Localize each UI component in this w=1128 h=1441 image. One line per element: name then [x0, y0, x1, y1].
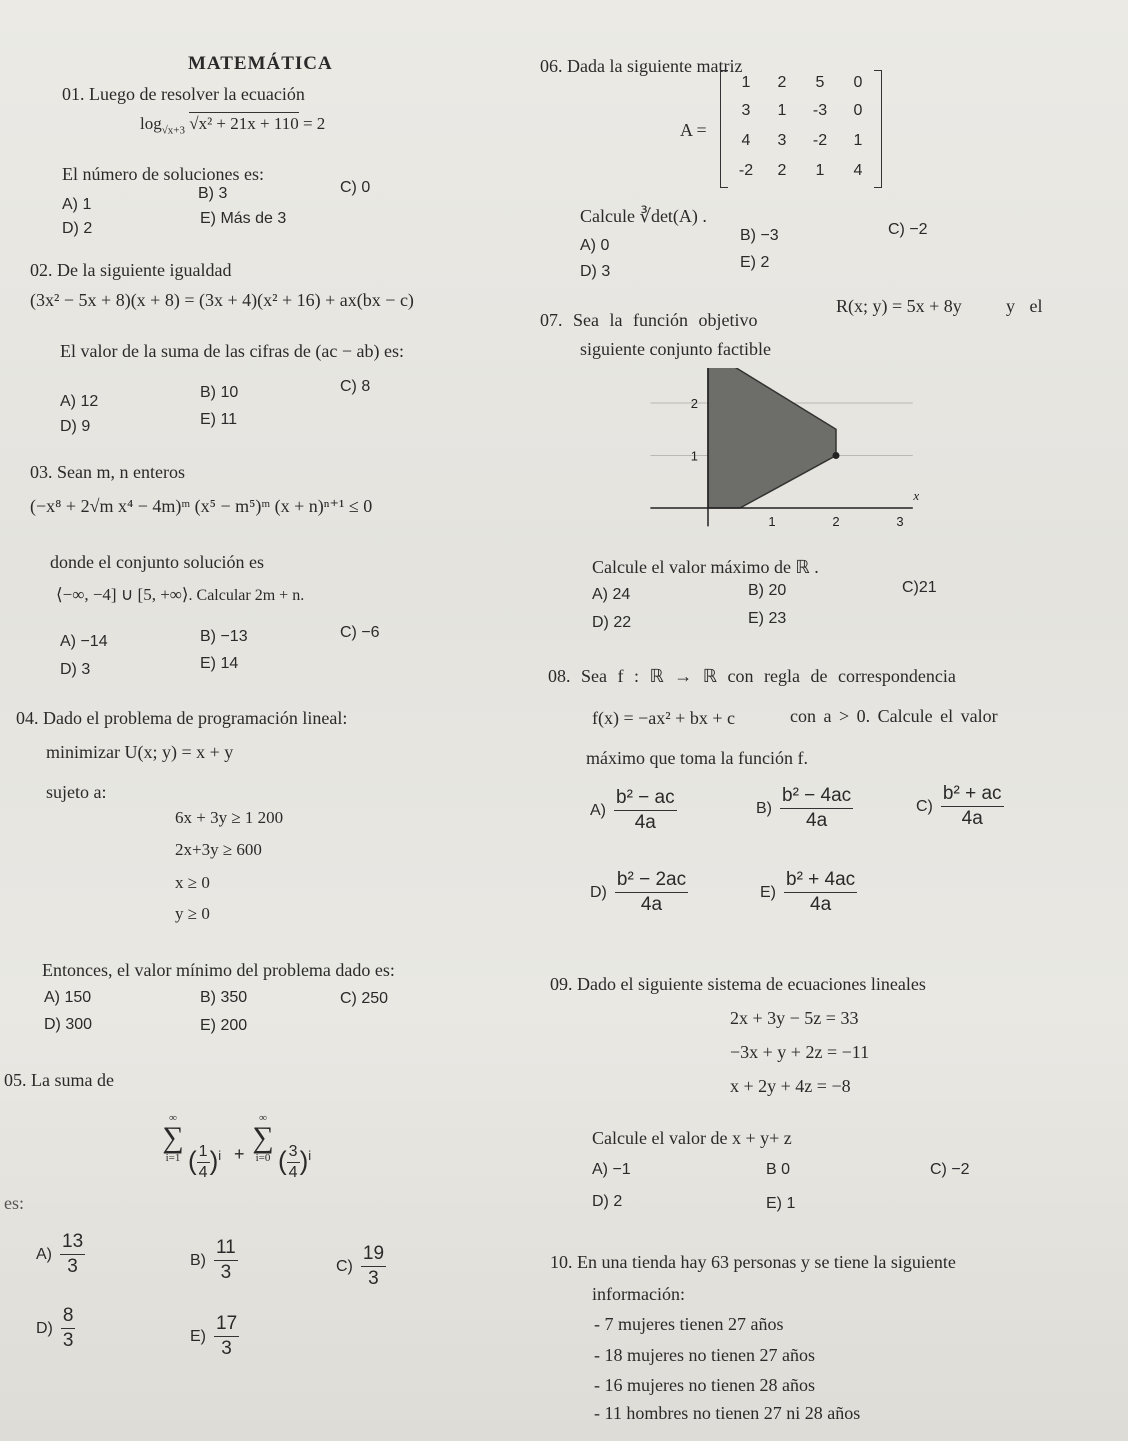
feasible-region: [708, 368, 836, 508]
q03-option-d[interactable]: D) 3: [60, 661, 91, 678]
q01-option-b[interactable]: B) 3: [198, 185, 228, 202]
q05-option-a-label: A): [36, 1245, 52, 1263]
q10-line2: información:: [592, 1284, 685, 1304]
q07-option-d[interactable]: D) 22: [592, 614, 632, 631]
q08-option-e-label: E): [760, 883, 776, 901]
matrix-cell: -3: [812, 102, 828, 119]
x-tick-label: 2: [832, 514, 840, 529]
q05-prompt: es:: [4, 1193, 24, 1213]
q07-option-e[interactable]: E) 23: [748, 610, 787, 627]
q01-option-a[interactable]: A) 1: [62, 196, 92, 213]
q05-option-b[interactable]: [190, 1236, 238, 1285]
q07-tail: y el: [1006, 296, 1043, 316]
q05-option-d-num: 8: [61, 1304, 76, 1329]
q08-rule: f(x) = −ax² + bx + c: [592, 708, 735, 728]
x-tick-label: 1: [768, 514, 776, 529]
q08-option-a-label: A): [590, 801, 606, 819]
matrix-cell: -2: [738, 162, 754, 179]
q01-log-base: √x+3: [161, 124, 185, 137]
x-tick-label: 3: [896, 514, 904, 529]
q09-equation-3: x + 2y + 4z = −8: [730, 1076, 851, 1096]
q06-matrix-name: A =: [680, 120, 707, 140]
q02-equation: (3x² − 5x + 8)(x + 8) = (3x + 4)(x² + 16) + ax(bx − c): [30, 290, 414, 310]
q08-option-d[interactable]: [590, 868, 688, 917]
q08-option-e-num: b² + 4ac: [784, 868, 857, 893]
q05-term2-den: 4: [288, 1164, 298, 1182]
q07-objective: R(x; y) = 5x + 8y: [836, 296, 962, 316]
q09-option-e[interactable]: E) 1: [766, 1195, 796, 1212]
q08-option-c-label: C): [916, 797, 933, 815]
q03-inequality: (−x⁸ + 2√m x⁴ − 4m)ᵐ (x⁵ − m⁵)ᵐ (x + n)ⁿ⁺¹ ≤ 0: [30, 496, 373, 516]
q05-option-d-den: 3: [62, 1330, 74, 1351]
q05-option-c-num: 19: [361, 1242, 386, 1267]
q08-option-b-label: B): [756, 799, 772, 817]
q04-option-a[interactable]: A) 150: [44, 989, 92, 1006]
q05-option-b-den: 3: [220, 1262, 232, 1283]
q10-label: 10. En una tienda hay 63 personas y se tiene la siguiente: [550, 1252, 956, 1272]
q05-option-e-num: 17: [214, 1312, 239, 1337]
q05-term1-num: 1: [197, 1142, 210, 1163]
feasible-region-chart: [640, 368, 940, 538]
q05-term-2: ( $\frac{3}{4}$ )$^i$: [278, 1143, 312, 1182]
q05-term2-num: 3: [287, 1142, 300, 1163]
q10-item: - 11 hombres no tienen 27 ni 28 años: [594, 1403, 861, 1423]
q07-prompt: Calcule el valor máximo de ℝ .: [592, 557, 819, 577]
matrix-cell: 1: [741, 74, 751, 91]
q10-item: - 7 mujeres tienen 27 años: [594, 1314, 784, 1334]
matrix-cell: 5: [815, 74, 825, 91]
q04-objective: minimizar U(x; y) = x + y: [46, 742, 234, 762]
q08-option-c[interactable]: [916, 782, 1004, 831]
q06-option-c[interactable]: C) −2: [888, 221, 928, 238]
q06-matrix: [720, 70, 882, 188]
q05-option-e-den: 3: [221, 1338, 232, 1359]
vertex-point: [833, 452, 840, 459]
matrix-cell: 0: [853, 102, 863, 119]
q07-label: 07. Sea la función objetivo: [540, 310, 758, 330]
matrix-cell: 2: [777, 74, 787, 91]
q08-option-a-den: 4a: [634, 812, 656, 833]
q06-prompt: Calcule ∛det(A) .: [580, 206, 707, 226]
q05-option-e[interactable]: [190, 1312, 239, 1361]
q05-option-b-label: B): [190, 1251, 206, 1269]
q09-equation-1: 2x + 3y − 5z = 33: [730, 1008, 859, 1028]
q01-prompt: El número de soluciones es:: [62, 164, 264, 184]
q04-constraint-1: 6x + 3y ≥ 1 200: [175, 808, 284, 827]
q09-option-a[interactable]: A) −1: [592, 1161, 631, 1178]
x-axis-label: x: [913, 488, 920, 503]
q05-sum2-upper: ∞: [259, 1112, 267, 1124]
q04-constraint-2: 2x+3y ≥ 600: [175, 840, 262, 859]
q08-option-c-den: 4a: [961, 808, 983, 829]
q08-condition: con a > 0. Calcule el valor: [790, 706, 998, 726]
q08-option-e[interactable]: [760, 868, 857, 917]
q03-option-a[interactable]: A) −14: [60, 633, 108, 650]
q06-label: 06. Dada la siguiente matriz: [540, 56, 743, 76]
q09-prompt: Calcule el valor de x + y+ z: [592, 1128, 792, 1148]
q07-option-a[interactable]: A) 24: [592, 586, 631, 603]
q10-item: - 16 mujeres no tienen 28 años: [594, 1375, 815, 1395]
y-tick-label: 2: [690, 396, 698, 412]
q08-option-d-label: D): [590, 883, 607, 901]
q05-label: 05. La suma de: [4, 1070, 114, 1090]
q04-label: 04. Dado el problema de programación lineal:: [16, 708, 348, 728]
q05-option-b-num: 11: [214, 1236, 238, 1261]
q09-label: 09. Dado el siguiente sistema de ecuaciones lineales: [550, 974, 926, 994]
matrix-cell: 3: [777, 132, 787, 149]
q02-option-c[interactable]: C) 8: [340, 378, 371, 395]
q05-sum1-upper: ∞: [169, 1112, 177, 1124]
q02-option-a[interactable]: A) 12: [60, 393, 99, 410]
q01-rhs: = 2: [302, 114, 326, 133]
q04-subject: sujeto a:: [46, 782, 107, 802]
q02-option-e[interactable]: E) 11: [200, 411, 238, 428]
q08-option-a-num: b² − ac: [614, 786, 677, 811]
q01-label: 01. Luego de resolver la ecuación: [62, 84, 305, 104]
q02-prompt: El valor de la suma de las cifras de (ac − ab) es:: [60, 341, 405, 361]
q05-option-a-num: 13: [60, 1230, 85, 1255]
q02-option-b[interactable]: B) 10: [200, 384, 239, 401]
matrix-cell: 3: [741, 102, 751, 119]
q08-option-d-num: b² − 2ac: [615, 868, 688, 893]
q03-option-c[interactable]: C) −6: [340, 624, 380, 641]
q04-option-e[interactable]: E) 200: [200, 1017, 248, 1034]
q01-equation: [140, 114, 325, 140]
q01-log: log: [140, 114, 162, 133]
q06-option-b[interactable]: B) −3: [740, 227, 779, 244]
q05-option-a-den: 3: [67, 1256, 78, 1277]
q05-term-1: ( $\frac{1}{4}$ )$^i$: [188, 1143, 222, 1182]
y-tick-label: 1: [690, 448, 698, 464]
q10-item: - 18 mujeres no tienen 27 años: [594, 1345, 815, 1365]
matrix-cell: -2: [812, 132, 828, 149]
q05-sum-2: ∞ ∑ i=0: [248, 1112, 278, 1164]
q05-sum2-lower: i=0: [255, 1152, 271, 1164]
q03-option-b[interactable]: B) −13: [200, 628, 248, 645]
q05-term1-den: 4: [198, 1164, 208, 1182]
q04-option-b[interactable]: B) 350: [200, 989, 248, 1006]
matrix-cell: 4: [741, 132, 751, 149]
q02-option-d[interactable]: D) 9: [60, 418, 91, 435]
q01-option-d[interactable]: D) 2: [62, 220, 93, 237]
q03-calc-prompt: . Calcular 2m + n.: [188, 587, 305, 604]
q04-constraint-3: x ≥ 0: [175, 873, 210, 892]
q03-prompt: donde el conjunto solución es: [50, 552, 264, 572]
q09-equation-2: −3x + y + 2z = −11: [730, 1042, 870, 1062]
q05-option-c[interactable]: [336, 1242, 386, 1291]
q08-option-d-den: 4a: [640, 894, 663, 915]
q02-label: 02. De la siguiente igualdad: [30, 260, 232, 280]
q01-option-e[interactable]: E) Más de 3: [200, 210, 287, 227]
matrix-cell: 4: [853, 162, 863, 179]
q08-line3: máximo que toma la función f.: [586, 748, 808, 768]
matrix-cell: 1: [853, 132, 863, 149]
q09-option-d[interactable]: D) 2: [592, 1193, 623, 1210]
q01-log-argument: √x² + 21x + 110: [189, 114, 299, 133]
q05-option-c-den: 3: [368, 1268, 379, 1289]
q07-option-c[interactable]: C)21: [902, 579, 937, 596]
q07-option-b[interactable]: B) 20: [748, 582, 787, 599]
q05-option-d[interactable]: [36, 1304, 75, 1353]
q03-solution-set: ⟨−∞, −4] ∪ [5, +∞⟩: [56, 585, 189, 604]
matrix-cell: 1: [777, 102, 787, 119]
q05-option-c-label: C): [336, 1257, 353, 1275]
q01-option-c[interactable]: C) 0: [340, 179, 371, 196]
page-title: MATEMÁTICA: [188, 53, 333, 74]
q04-constraint-4: y ≥ 0: [175, 904, 210, 923]
q03-label: 03. Sean m, n enteros: [30, 462, 185, 482]
matrix-cell: 0: [853, 74, 863, 91]
q05-term2-exp: i: [308, 1148, 312, 1163]
q05-option-d-label: D): [36, 1319, 53, 1337]
q09-option-b[interactable]: B 0: [766, 1161, 791, 1178]
q04-prompt: Entonces, el valor mínimo del problema dado es:: [42, 960, 395, 980]
q05-option-e-label: E): [190, 1327, 206, 1345]
q06-option-a[interactable]: A) 0: [580, 237, 610, 254]
q06-option-d[interactable]: D) 3: [580, 263, 611, 280]
q07-line2: siguiente conjunto factible: [580, 339, 771, 359]
q08-option-b[interactable]: [756, 784, 853, 833]
q05-term1-exp: i: [218, 1148, 222, 1163]
q08-option-b-num: b² − 4ac: [780, 784, 853, 809]
q08-option-a[interactable]: [590, 786, 677, 835]
q03-set: [56, 585, 304, 606]
matrix-cell: 2: [777, 162, 787, 179]
q04-option-c[interactable]: C) 250: [340, 990, 389, 1007]
q08-option-b-den: 4a: [806, 810, 828, 831]
q09-option-c[interactable]: C) −2: [930, 1161, 970, 1178]
q08-option-e-den: 4a: [810, 894, 832, 915]
q08-label: 08. Sea f : ℝ → ℝ con regla de correspondencia: [548, 666, 956, 686]
q05-plus: +: [234, 1144, 245, 1164]
q05-sum-1: ∞ ∑ i=1: [158, 1112, 188, 1164]
q08-option-c-num: b² + ac: [941, 782, 1004, 807]
q06-option-e[interactable]: E) 2: [740, 254, 770, 271]
q03-option-e[interactable]: E) 14: [200, 655, 239, 672]
q05-sum1-lower: i=1: [165, 1152, 181, 1164]
q05-option-a[interactable]: [36, 1230, 85, 1279]
q04-option-d[interactable]: D) 300: [44, 1016, 93, 1033]
matrix-cell: 1: [815, 162, 825, 179]
